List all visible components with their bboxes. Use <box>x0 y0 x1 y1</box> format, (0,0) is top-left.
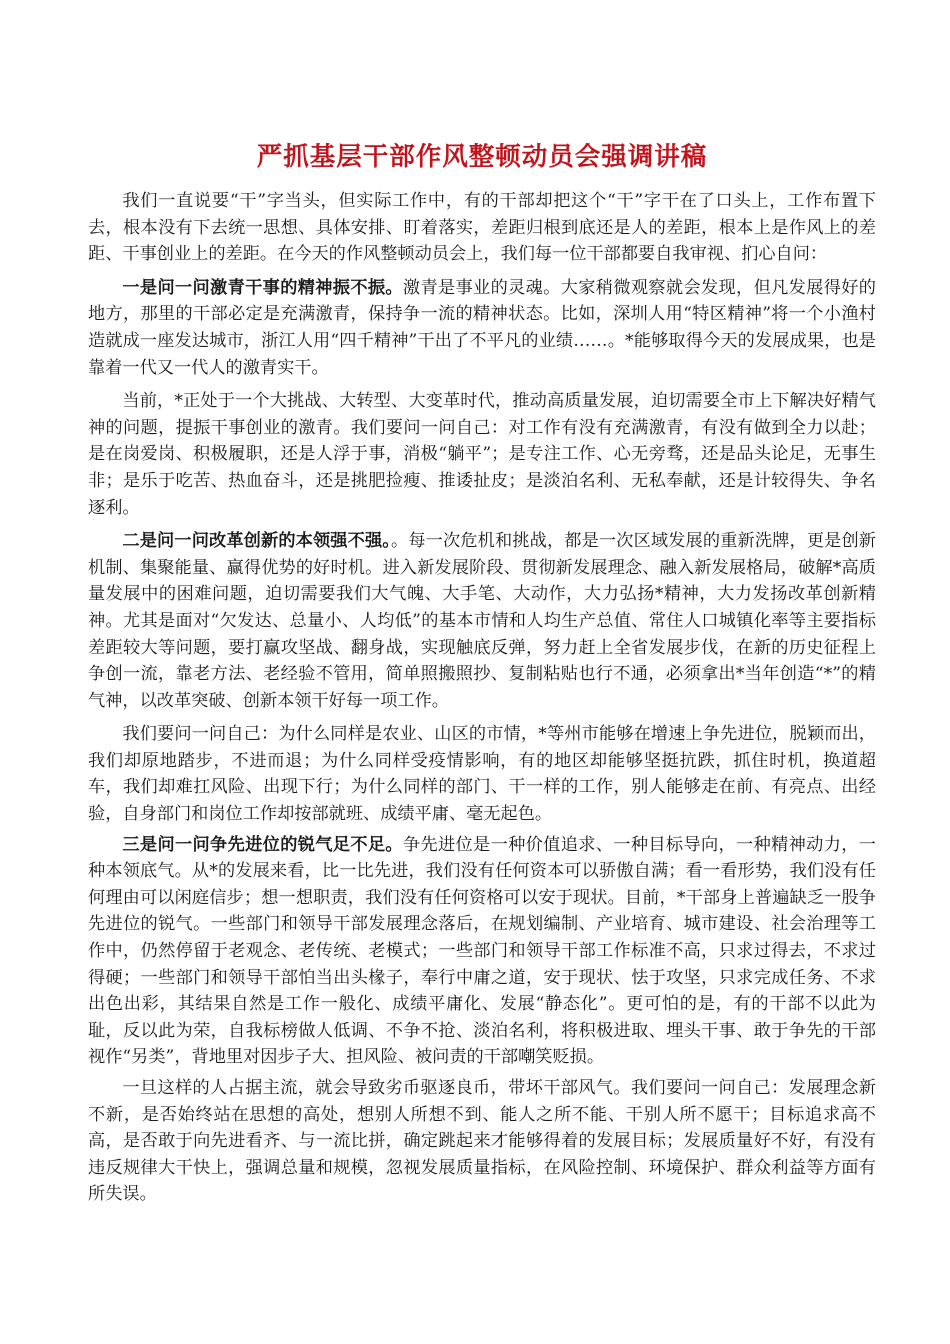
document-page <box>88 138 876 1212</box>
paragraph-text: 激青是事业的灵魂。大家稍微观察就会发现，但凡发展得好的地方，那里的干部必定是充满激青，保持争一流的精神状态。比如，深圳人用“特区精神”将一个小渔村造就成一座发达城市，浙江人用“四千精神”干出了不平凡的业绩……。*能够取得今天的发展成果，也是靠着一代又一代人的激青实干。 <box>88 277 876 378</box>
paragraph-text: 。每一次危机和挑战，都是一次区域发展的重新洗牌，更是创新机制、集聚能量、赢得优势的好时机。进入新发展阶段、贯彻新发展理念、融入新发展格局，破解*高质量发展中的困难问题，迫切需要我们大气魄、大手笔、大动作，大力弘扬*精神，大力发扬改革创新精神。尤其是面对“欠发达、总量小、人均低”的基本市情和人均生产总值、常住人口城镇化率等主要指标差距较大等问题，要打赢攻坚战、翻身战，实现触底反弹，努力赶上全省发展步伐，在新的历史征程上争创一流，靠老方法、老经验不管用，简单照搬照抄、复制粘贴也行不通，必须拿出*当年创造“*”的精气神，以改革突破、创新本领干好每一项工作。 <box>88 531 876 711</box>
paragraph-point-two <box>88 528 876 714</box>
paragraph-lead: 三是问一问争先进位的锐气足不足。 <box>122 834 403 855</box>
paragraph-lead: 二是问一问改革创新的本领强不强。 <box>122 531 392 552</box>
paragraph-text: 我们要问一问自己：为什么同样是农业、山区的市情，*等州市能够在增速上争先进位，脱颖而出，我们却原地踏步，不进而退；为什么同样受疫情影响，有的地区却能够坚挺抗跌，抓住时机，换道超车，我们却难扛风险、出现下行；为什么同样的部门、干一样的工作，别人能够走在前、有亮点、出经验，自身部门和岗位工作却按部就班、成绩平庸、毫无起色。 <box>88 724 876 825</box>
paragraph-point-one <box>88 275 876 381</box>
paragraph-point-three <box>88 832 876 1071</box>
paragraph-text: 当前，*正处于一个大挑战、大转型、大变革时代，推动高质量发展，迫切需要全市上下解决好精气神的问题，提振干事创业的激青。我们要问一问自己：对工作有没有充满激青，有没有做到全力以赴；是在岗爱岗、积极履职，还是人浮于事，消极“躺平”；是专注工作、心无旁骛，还是品头论足，无事生非；是乐于吃苦、热血奋斗，还是挑肥捡瘦、推诿扯皮；是淡泊名利、无私奉献，还是计较得失、争名逐利。 <box>88 391 876 518</box>
paragraph-text: 争先进位是一种价值追求、一种目标导向，一种精神动力，一种本领底气。从*的发展来看，比一比先进，我们没有任何资本可以骄傲自满；看一看形势，我们没有任何理由可以闲庭信步；想一想职责，我们没有任何资格可以安于现状。目前，*干部身上普遍缺乏一股争先进位的锐气。一些部门和领导干部发展理念落后，在规划编制、产业培育、城市建设、社会治理等工作中，仍然停留于老观念、老传统、老模式；一些部门和领导干部工作标准不高，只求过得去，不求过得硬；一些部门和领导干部怕当出头椽子，奉行中庸之道，安于现状、怯于攻坚，只求完成任务、不求出色出彩，其结果自然是工作一般化、成绩平庸化、发展“静态化”。更可怕的是，有的干部不以此为耻，反以此为荣，自我标榜做人低调、不争不抢、淡泊名利，将积极进取、埋头干事、敢于争先的干部视作“另类”，背地里对因步子大、担风险、被问责的干部嘲笑贬损。 <box>88 834 876 1068</box>
paragraph-intro <box>88 188 876 268</box>
paragraph-self-questions <box>88 721 876 827</box>
paragraph-lead: 一是问一问激青干事的精神振不振。 <box>122 277 403 298</box>
document-title: 严抓基层干部作风整顿动员会强调讲稿 <box>256 142 708 172</box>
paragraph-text: 我们一直说要“干”字当头，但实际工作中，有的干部却把这个“干”字干在了口头上，工作布置下去，根本没有下去统一思想、具体安排、盯着落实，差距归根到底还是人的差距，根本上是作风上的差距、干事创业上的差距。在今天的作风整顿动员会上，我们每一位干部都要自我审视、扪心自问： <box>88 191 876 265</box>
paragraph-conclusion <box>88 1075 876 1208</box>
paragraph-text: 一旦这样的人占据主流，就会导致劣币驱逐良币，带坏干部风气。我们要问一问自己：发展理念新不新，是否始终站在思想的高处，想别人所想不到、能人之所不能、干别人所不愿干；目标追求高不高，是否敢于向先进看齐、与一流比拼，确定跳起来才能够得着的发展目标；发展质量好不好，有没有违反规律大干快上，强调总量和规模，忽视发展质量指标，在风险控制、环境保护、群众利益等方面有所失误。 <box>88 1078 876 1205</box>
paragraph-current-situation <box>88 388 876 521</box>
